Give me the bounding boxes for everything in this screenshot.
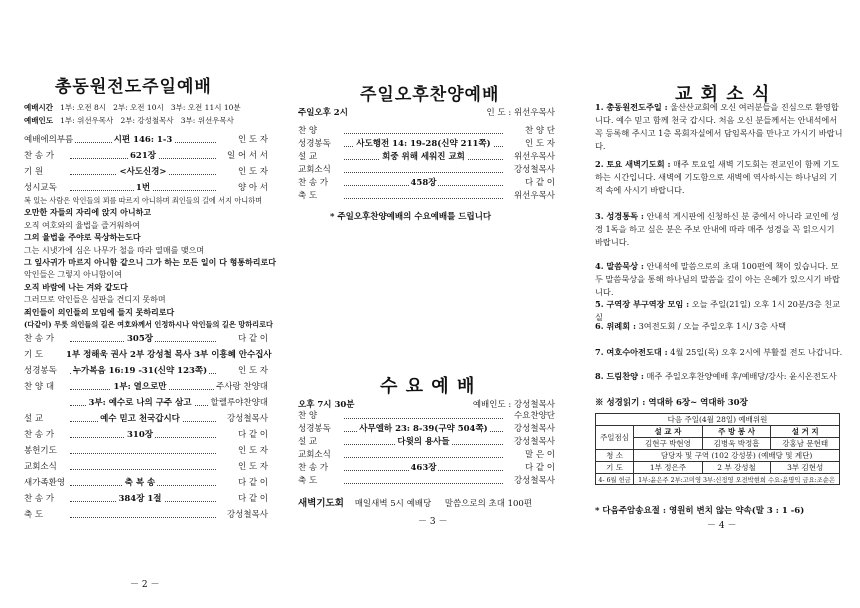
table-cell: 강홍남 문현태 <box>771 438 840 450</box>
table-cell: 담당자 및 구역 (102 강성봉) (예배당 및 계단) <box>634 450 840 462</box>
row-label: 설 교 <box>24 414 44 424</box>
row-person: 위선우목사 <box>513 191 555 201</box>
row-person: 다 같 이 <box>524 463 555 473</box>
psalm-line: 복 있는 사람은 악인들의 꾀를 따르지 아니하며 죄인들의 길에 서지 아니하며 <box>24 196 263 205</box>
psalm-line: 오만한 자들의 자리에 앉지 아니하고 <box>24 207 152 218</box>
page-number: － 2 － <box>130 580 160 590</box>
row-person: 인 도 자 <box>524 139 555 149</box>
psalm-line: 오직 바람에 나는 겨와 같도다 <box>24 281 128 292</box>
row-label: 찬 송 가 <box>24 494 55 504</box>
row-label: 교회소식 <box>24 462 57 472</box>
worship-row <box>298 151 555 163</box>
worship-row <box>298 125 555 137</box>
row-content: 458장 <box>410 178 437 188</box>
worship-row <box>298 449 555 461</box>
dotted-leader <box>344 198 503 199</box>
news-item <box>595 320 843 333</box>
row-label: 찬 송 가 <box>24 334 55 344</box>
worship-row <box>298 436 555 448</box>
worship-row <box>298 164 555 176</box>
row-label: 찬 양 <box>298 411 318 421</box>
worship-row <box>298 423 555 435</box>
worship-row <box>298 138 555 150</box>
worship-row <box>24 166 268 178</box>
psalm-line: 악인들은 그렇지 아니함이여 <box>24 270 122 280</box>
row-content: 축 복 송 <box>124 478 156 488</box>
row-label: 찬 송 가 <box>298 463 329 473</box>
worship-row <box>24 365 268 377</box>
table-cell: 2 부 강성철 <box>702 462 771 474</box>
dotted-leader <box>344 172 503 173</box>
row-person: 다 같 이 <box>237 494 268 504</box>
row-header: 주일점심 <box>596 426 634 450</box>
row-person: 위선우목사 <box>513 152 555 162</box>
row-header: 기 도 <box>596 462 634 474</box>
dotted-leader <box>70 453 216 454</box>
row-content: 시편 146: 1-3 <box>113 135 173 145</box>
afternoon-service-title: 주일오후찬양예배 <box>360 85 500 105</box>
row-label: 교회소식 <box>298 165 331 175</box>
dawn-prayer: 새벽기도회 매일새벽 5시 예배당 말씀으로의 초대 100편 <box>298 498 533 509</box>
row-person: 인 도 자 <box>237 446 268 456</box>
news-item <box>595 370 843 383</box>
wednesday-notice: * 주일오후찬양예배의 수요예배를 드립니다 <box>330 212 492 222</box>
row-person: 다 같 이 <box>237 334 268 344</box>
row-label: 성시교독 <box>24 183 57 193</box>
news-item-heading: 8. 드림찬양 : <box>595 371 644 381</box>
table-cell: 1부:윤은주 2부:고미영 3부:신정영 오전박현희 수요:윤명익 금요:조순은 <box>634 474 840 485</box>
worship-row <box>298 462 555 474</box>
dotted-leader <box>70 517 216 518</box>
news-item-text: 안내석에 말씀으로의 초대 100편에 책이 있습니다. 모두 말씀묵상을 통해 하나님의 말씀을 깊이 아는 은혜가 있으시기 바랍니다. <box>595 261 840 297</box>
row-label: 새가족환영 <box>24 478 66 488</box>
dotted-leader <box>344 418 503 419</box>
worship-row <box>24 349 272 361</box>
row-label: 기 원 <box>24 167 44 177</box>
row-content: 305장 <box>127 334 153 344</box>
row-person: 다 같 이 <box>237 478 268 488</box>
row-person: 강성철목사 <box>513 424 555 434</box>
row-person: 다 같 이 <box>237 430 268 440</box>
page-number: － 4 － <box>707 521 737 531</box>
row-content: 회중 위해 세워진 교회 <box>382 152 465 162</box>
news-item-text: 3여전도회 / 오늘 주일오후 1시/ 3층 사택 <box>636 321 787 331</box>
page-3-column <box>290 0 565 608</box>
row-person: 수요찬양단 <box>513 411 555 421</box>
news-item-text: 오늘 주일(21일) 오후 1시 20분/3층 친교실 <box>595 299 841 322</box>
news-item-text: 4월 25일(목) 오후 2시에 부활절 전도 나갑니다. <box>667 347 843 357</box>
news-item-heading: 2. 토요 새벽기도회 : <box>595 159 671 169</box>
row-label: 찬 송 가 <box>24 430 55 440</box>
row-content: 3부: 예수로 나의 구주 삼고 <box>88 398 192 408</box>
news-item-heading: 5. 구역장 부구역장 모임 : <box>595 299 690 309</box>
worship-row <box>24 182 268 194</box>
worship-row <box>298 475 555 487</box>
worship-row <box>24 461 268 473</box>
table-header: 설 교 자 <box>634 426 703 438</box>
row-person: 강성철목사 <box>226 510 268 520</box>
table-cell: 김현구 박현영 <box>634 438 703 450</box>
row-person: 다 같 이 <box>524 178 555 188</box>
row-person: 인 도 자 <box>237 462 268 472</box>
news-item-text: 안내석 게시판에 신청하신 분 중에서 아니라 교인에 성경 1독을 하고 싶은 분은 주보 안내에 따라 매주 성경을 꼭 읽으시기 바랍니다. <box>595 211 839 247</box>
row-label: 성경봉독 <box>24 366 57 376</box>
row-person: 강성철목사 <box>513 437 555 447</box>
row-person: 강성철목사 <box>513 165 555 175</box>
row-content: 1번 <box>135 183 151 193</box>
row-person: 할렐루야찬양대 <box>210 398 268 408</box>
row-header: 4- 6월 헌금 <box>596 474 634 485</box>
worship-row <box>24 333 268 345</box>
psalm-line: 그 잎사귀가 마르지 아니함 같으니 그가 하는 모든 일이 다 형통하리로다 <box>24 257 276 267</box>
worship-row <box>24 413 268 425</box>
table-caption: 다음 주일(4월 28일) 예배위원 <box>596 414 840 426</box>
row-label: 예배에의부름 <box>24 135 74 145</box>
dotted-leader <box>70 469 216 470</box>
worship-row <box>24 509 268 521</box>
row-person: 양 아 서 <box>237 183 268 193</box>
row-label: 설 교 <box>298 437 318 447</box>
news-item-heading: 4. 말씀묵상 : <box>595 261 644 271</box>
table-cell: 1부 정은주 <box>634 462 703 474</box>
page-2-column <box>0 0 290 608</box>
bible-reading: ※ 성경읽기 : 역대하 6장~ 역대하 30장 <box>595 398 748 408</box>
table-cell: 김병욱 박정흠 <box>702 438 771 450</box>
row-content: 예수 믿고 천국갑시다 <box>100 414 180 424</box>
row-header: 청 소 <box>596 450 634 462</box>
row-person: 말 은 이 <box>524 450 555 460</box>
psalm-line: 그의 율법을 주야로 묵상하는도다 <box>24 232 141 243</box>
psalm-line: 오직 여호와의 율법을 즐거워하여 <box>24 220 140 230</box>
row-label: 찬 송 가 <box>24 151 55 161</box>
row-content: 621장 <box>130 151 156 161</box>
row-person: 인 도 자 <box>237 135 268 145</box>
worship-row <box>298 177 555 189</box>
worship-row <box>24 381 268 393</box>
news-item <box>595 158 843 197</box>
row-person: 인 도 자 <box>237 366 268 376</box>
worship-row <box>298 410 555 422</box>
row-label: 설 교 <box>298 152 318 162</box>
row-content: 1부: 열으로만 <box>113 382 167 392</box>
row-label: 찬 양 대 <box>24 382 55 392</box>
table-cell: 3부 김현성 <box>771 462 840 474</box>
table-header: 주 방 봉 사 <box>702 426 771 438</box>
news-item-heading: 1. 총동원전도주일 : <box>595 102 668 112</box>
row-label: 교회소식 <box>298 450 331 460</box>
row-label: 찬 양 <box>298 126 318 136</box>
row-person: 일 어 서 서 <box>227 151 268 161</box>
row-label: 성경봉독 <box>298 424 331 434</box>
afternoon-time: 주일오후 2시 <box>298 108 348 118</box>
row-person: 찬 양 단 <box>524 126 555 136</box>
worship-row <box>24 397 268 409</box>
row-label: 축 도 <box>298 476 318 486</box>
worship-row <box>298 190 555 202</box>
news-item-heading: 3. 성경통독 : <box>595 211 644 221</box>
news-item <box>595 346 843 359</box>
news-item <box>595 101 843 153</box>
wednesday-time: 오후 7시 30분 <box>298 400 355 410</box>
row-content: <사도신경> <box>119 167 167 177</box>
worship-row <box>24 134 268 146</box>
news-item-heading: 6. 위례회 : <box>595 321 636 331</box>
row-label: 봉헌기도 <box>24 446 57 456</box>
page-4-column <box>565 0 860 608</box>
psalm-line: (다같이) 무릇 의인들의 길은 여호와께서 인정하시나 악인들의 길은 망하리로다 <box>24 320 274 329</box>
news-title: 교 회 소 식 <box>675 84 771 105</box>
page-number: － 3 － <box>418 517 448 527</box>
table-header: 설 거 지 <box>771 426 840 438</box>
memory-verse: * 다음주암송요절 : 영원히 변치 않는 약속(말 3 : 1 -6) <box>595 506 805 516</box>
dotted-leader <box>344 483 503 484</box>
worship-row <box>24 445 268 457</box>
service-times: 예배시간 1부: 오전 8시 2부: 오전 10시 3부: 오전 11시 10분 <box>24 103 241 112</box>
worship-committee-table <box>595 413 840 485</box>
row-content: 다윗의 용사들 <box>397 437 450 447</box>
row-content: 384장 1절 <box>118 494 162 504</box>
dotted-leader <box>344 133 503 134</box>
wednesday-leader: 예배인도 : 강성철목사 <box>472 400 555 410</box>
row-person: 주사랑 찬양대 <box>216 382 268 392</box>
news-item <box>595 210 843 249</box>
row-content: 사무엘하 23: 8-39(구약 504쪽) <box>359 424 488 434</box>
psalm-line: 그러므로 악인들은 심판을 견디지 못하며 <box>24 295 166 305</box>
news-item-heading: 7. 여호수아전도대 : <box>595 347 668 357</box>
row-label: 성경봉독 <box>298 139 331 149</box>
row-content: 사도행전 14: 19-28(신약 211쪽) <box>356 139 491 149</box>
dotted-leader <box>344 457 503 458</box>
news-item <box>595 260 843 299</box>
news-item-text: 매주 주일오후찬양예배 후/예배당/강사: 윤시온전도사 <box>643 371 837 381</box>
row-content: 1부 정해욱 권사 2부 강성철 목사 3부 이흥혜 안수집사 <box>66 350 272 360</box>
news-item-text: 울산산교회에 오신 여러분들을 진심으로 환영합니다. 예수 믿고 함께 천국 갑시다. 처음 오신 분들께서는 안내석에서 꼭 등록해 주시고 1층 목회자실에서 담임목사를 만나고 가시기 바랍니다. <box>595 102 843 151</box>
row-content: 463장 <box>410 463 437 473</box>
worship-row <box>24 429 268 441</box>
row-content: 310장 <box>127 430 153 440</box>
row-person: 강성철목사 <box>513 476 555 486</box>
psalm-line: 죄인들이 의인들의 모임에 들지 못하리로다 <box>24 306 175 317</box>
row-person: 인 도 자 <box>237 167 268 177</box>
row-content: 누가복음 16:19 -31(신약 123쪽) <box>72 366 208 376</box>
page-title: 총동원전도주일예배 <box>55 77 212 97</box>
service-guides: 예배인도 1부: 위선우목사 2부: 강성철목사 3부: 위선우목사 <box>24 116 234 125</box>
worship-row <box>24 477 268 489</box>
row-label: 기 도 <box>24 350 44 360</box>
row-person: 강성철목사 <box>226 414 268 424</box>
worship-row <box>24 150 268 162</box>
row-label: 축 도 <box>298 191 318 201</box>
wednesday-service-title: 수 요 예 배 <box>380 376 476 397</box>
worship-row <box>24 493 268 505</box>
row-label: 찬 송 가 <box>298 178 329 188</box>
psalm-line: 그는 시냇가에 심은 나무가 철을 따라 열매를 맺으며 <box>24 245 205 255</box>
news-item-text: 매주 토요일 새벽 기도회는 전교인이 함께 기도하는 시간입니다. 새벽에 기도함으로 새벽에 역사하시는 하나님의 기적 속에 사시기 바랍니다. <box>595 159 839 195</box>
row-label: 축 도 <box>24 510 44 520</box>
afternoon-leader: 인 도 : 위선우목사 <box>486 108 555 118</box>
